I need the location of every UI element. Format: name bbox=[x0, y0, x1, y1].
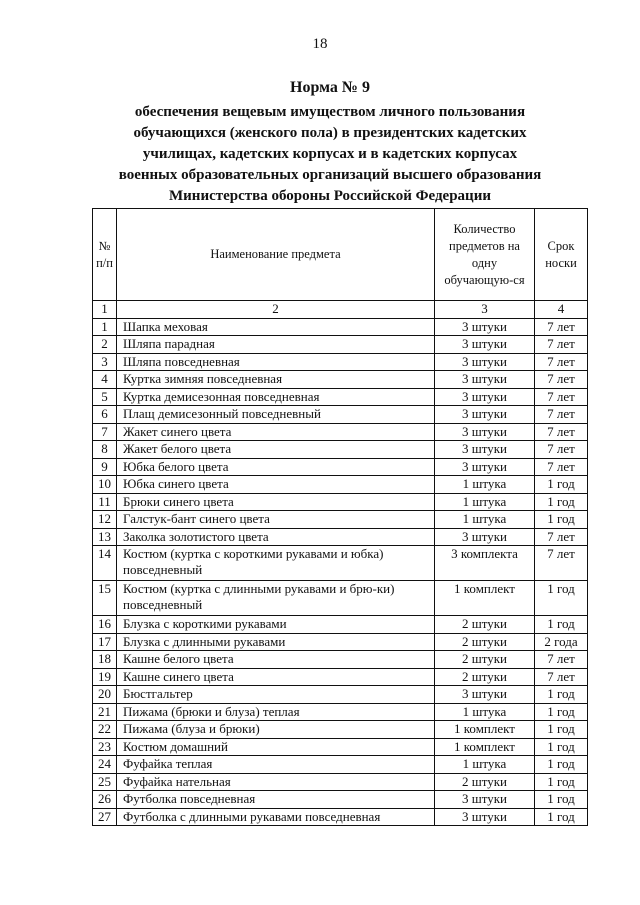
subtitle-line: обучающихся (женского пола) в президентских кадетских bbox=[133, 125, 527, 141]
item-quantity: 2 штуки bbox=[435, 633, 535, 651]
row-number: 7 bbox=[93, 423, 117, 441]
item-name: Фуфайка теплая bbox=[117, 756, 435, 774]
row-number: 20 bbox=[93, 686, 117, 704]
item-term: 7 лет bbox=[535, 528, 588, 546]
item-name: Юбка белого цвета bbox=[117, 458, 435, 476]
table-row bbox=[93, 388, 588, 406]
item-term: 7 лет bbox=[535, 546, 588, 581]
item-quantity: 1 штука bbox=[435, 493, 535, 511]
item-quantity: 3 штуки bbox=[435, 336, 535, 354]
item-name: Куртка демисезонная повседневная bbox=[117, 388, 435, 406]
table-row bbox=[93, 511, 588, 529]
item-quantity: 2 штуки bbox=[435, 616, 535, 634]
item-term: 1 год bbox=[535, 686, 588, 704]
item-term: 7 лет bbox=[535, 371, 588, 389]
column-index: 2 bbox=[117, 301, 435, 319]
header-term: Срок носки bbox=[535, 209, 588, 301]
row-number: 3 bbox=[93, 353, 117, 371]
row-number: 6 bbox=[93, 406, 117, 424]
item-term: 1 год bbox=[535, 773, 588, 791]
table-row bbox=[93, 318, 588, 336]
item-name: Кашне белого цвета bbox=[117, 651, 435, 669]
item-term: 1 год bbox=[535, 808, 588, 826]
item-term: 1 год bbox=[535, 738, 588, 756]
column-index: 3 bbox=[435, 301, 535, 319]
item-quantity: 3 штуки bbox=[435, 791, 535, 809]
item-name: Блузка с короткими рукавами bbox=[117, 616, 435, 634]
row-number: 10 bbox=[93, 476, 117, 494]
item-quantity: 1 штука bbox=[435, 476, 535, 494]
row-number: 17 bbox=[93, 633, 117, 651]
subtitle-line: училищах, кадетских корпусах и в кадетских корпусах bbox=[142, 146, 518, 162]
item-name: Шляпа парадная bbox=[117, 336, 435, 354]
table-row bbox=[93, 423, 588, 441]
table-body bbox=[93, 318, 588, 826]
item-quantity: 1 штука bbox=[435, 703, 535, 721]
item-quantity: 3 штуки bbox=[435, 423, 535, 441]
item-quantity: 1 штука bbox=[435, 756, 535, 774]
item-term: 7 лет bbox=[535, 318, 588, 336]
item-term: 7 лет bbox=[535, 651, 588, 669]
table-row bbox=[93, 773, 588, 791]
subtitle-line: военных образовательных организаций высшего образования bbox=[118, 167, 542, 183]
table-row bbox=[93, 476, 588, 494]
table-row bbox=[93, 458, 588, 476]
row-number: 8 bbox=[93, 441, 117, 459]
table-row bbox=[93, 703, 588, 721]
row-number: 24 bbox=[93, 756, 117, 774]
subtitle-line: обеспечения вещевым имуществом личного пользования bbox=[134, 104, 526, 120]
item-quantity: 2 штуки bbox=[435, 773, 535, 791]
row-number: 16 bbox=[93, 616, 117, 634]
row-number: 23 bbox=[93, 738, 117, 756]
item-name: Блузка с длинными рукавами bbox=[117, 633, 435, 651]
item-name: Юбка синего цвета bbox=[117, 476, 435, 494]
item-term: 1 год bbox=[535, 721, 588, 739]
row-number: 5 bbox=[93, 388, 117, 406]
item-name: Фуфайка нательная bbox=[117, 773, 435, 791]
item-term: 7 лет bbox=[535, 336, 588, 354]
row-number: 19 bbox=[93, 668, 117, 686]
item-name: Куртка зимняя повседневная bbox=[117, 371, 435, 389]
item-quantity: 3 штуки bbox=[435, 441, 535, 459]
table-row bbox=[93, 441, 588, 459]
item-quantity: 3 штуки bbox=[435, 686, 535, 704]
row-number: 4 bbox=[93, 371, 117, 389]
item-quantity: 3 штуки bbox=[435, 388, 535, 406]
item-quantity: 3 штуки bbox=[435, 528, 535, 546]
document-subtitle bbox=[60, 102, 600, 207]
table-row bbox=[93, 406, 588, 424]
item-name: Пижама (брюки и блуза) теплая bbox=[117, 703, 435, 721]
row-number: 25 bbox=[93, 773, 117, 791]
item-term: 1 год bbox=[535, 703, 588, 721]
table-row bbox=[93, 721, 588, 739]
item-quantity: 3 комплекта bbox=[435, 546, 535, 581]
item-name: Бюстгальтер bbox=[117, 686, 435, 704]
table-row bbox=[93, 371, 588, 389]
item-quantity: 1 комплект bbox=[435, 581, 535, 616]
item-name: Футболка с длинными рукавами повседневная bbox=[117, 808, 435, 826]
row-number: 1 bbox=[93, 318, 117, 336]
item-quantity: 2 штуки bbox=[435, 651, 535, 669]
item-quantity: 3 штуки bbox=[435, 371, 535, 389]
item-quantity: 3 штуки bbox=[435, 458, 535, 476]
column-index: 4 bbox=[535, 301, 588, 319]
item-name: Костюм (куртка с короткими рукавами и юбка) повседневный bbox=[117, 546, 435, 581]
table-row bbox=[93, 651, 588, 669]
header-name: Наименование предмета bbox=[117, 209, 435, 301]
item-term: 7 лет bbox=[535, 441, 588, 459]
header-num: № п/п bbox=[93, 209, 117, 301]
row-number: 27 bbox=[93, 808, 117, 826]
table-row bbox=[93, 493, 588, 511]
row-number: 14 bbox=[93, 546, 117, 581]
table-row bbox=[93, 808, 588, 826]
item-quantity: 3 штуки bbox=[435, 808, 535, 826]
table-row bbox=[93, 546, 588, 581]
item-name: Жакет синего цвета bbox=[117, 423, 435, 441]
row-number: 18 bbox=[93, 651, 117, 669]
item-term: 1 год bbox=[535, 581, 588, 616]
table-row bbox=[93, 581, 588, 616]
table-row bbox=[93, 633, 588, 651]
row-number: 11 bbox=[93, 493, 117, 511]
item-term: 7 лет bbox=[535, 423, 588, 441]
item-name: Жакет белого цвета bbox=[117, 441, 435, 459]
item-term: 1 год bbox=[535, 791, 588, 809]
table-row bbox=[93, 791, 588, 809]
item-term: 7 лет bbox=[535, 353, 588, 371]
item-quantity: 3 штуки bbox=[435, 318, 535, 336]
item-term: 1 год bbox=[535, 616, 588, 634]
row-number: 12 bbox=[93, 511, 117, 529]
item-term: 1 год bbox=[535, 511, 588, 529]
item-quantity: 3 штуки bbox=[435, 406, 535, 424]
row-number: 9 bbox=[93, 458, 117, 476]
item-name: Костюм (куртка с длинными рукавами и брю-ки) повседневный bbox=[117, 581, 435, 616]
item-name: Футболка повседневная bbox=[117, 791, 435, 809]
item-term: 1 год bbox=[535, 756, 588, 774]
row-number: 22 bbox=[93, 721, 117, 739]
table-row bbox=[93, 528, 588, 546]
document-title: Норма № 9 bbox=[290, 79, 370, 96]
table-row bbox=[93, 336, 588, 354]
table-row bbox=[93, 738, 588, 756]
header-qty: Количество предметов на одну обучающую-ся bbox=[435, 209, 535, 301]
table-row bbox=[93, 616, 588, 634]
row-number: 26 bbox=[93, 791, 117, 809]
table-row bbox=[93, 686, 588, 704]
item-term: 1 год bbox=[535, 493, 588, 511]
item-name: Шляпа повседневная bbox=[117, 353, 435, 371]
item-name: Кашне синего цвета bbox=[117, 668, 435, 686]
item-term: 2 года bbox=[535, 633, 588, 651]
item-name: Плащ демисезонный повседневный bbox=[117, 406, 435, 424]
item-quantity: 2 штуки bbox=[435, 668, 535, 686]
norm-table bbox=[92, 208, 588, 826]
table-row bbox=[93, 756, 588, 774]
item-term: 7 лет bbox=[535, 406, 588, 424]
item-quantity: 3 штуки bbox=[435, 353, 535, 371]
column-index: 1 bbox=[93, 301, 117, 319]
item-quantity: 1 комплект bbox=[435, 738, 535, 756]
item-term: 7 лет bbox=[535, 668, 588, 686]
row-number: 2 bbox=[93, 336, 117, 354]
item-term: 7 лет bbox=[535, 388, 588, 406]
page-number: 18 bbox=[312, 36, 328, 52]
title-block bbox=[60, 78, 600, 207]
item-quantity: 1 штука bbox=[435, 511, 535, 529]
table-row bbox=[93, 353, 588, 371]
item-name: Костюм домашний bbox=[117, 738, 435, 756]
item-name: Заколка золотистого цвета bbox=[117, 528, 435, 546]
item-quantity: 1 комплект bbox=[435, 721, 535, 739]
item-name: Пижама (блуза и брюки) bbox=[117, 721, 435, 739]
item-term: 7 лет bbox=[535, 458, 588, 476]
row-number: 13 bbox=[93, 528, 117, 546]
row-number: 21 bbox=[93, 703, 117, 721]
item-term: 1 год bbox=[535, 476, 588, 494]
subtitle-line: Министерства обороны Российской Федерации bbox=[169, 188, 491, 204]
row-number: 15 bbox=[93, 581, 117, 616]
item-name: Брюки синего цвета bbox=[117, 493, 435, 511]
item-name: Галстук-бант синего цвета bbox=[117, 511, 435, 529]
item-name: Шапка меховая bbox=[117, 318, 435, 336]
table-row bbox=[93, 668, 588, 686]
